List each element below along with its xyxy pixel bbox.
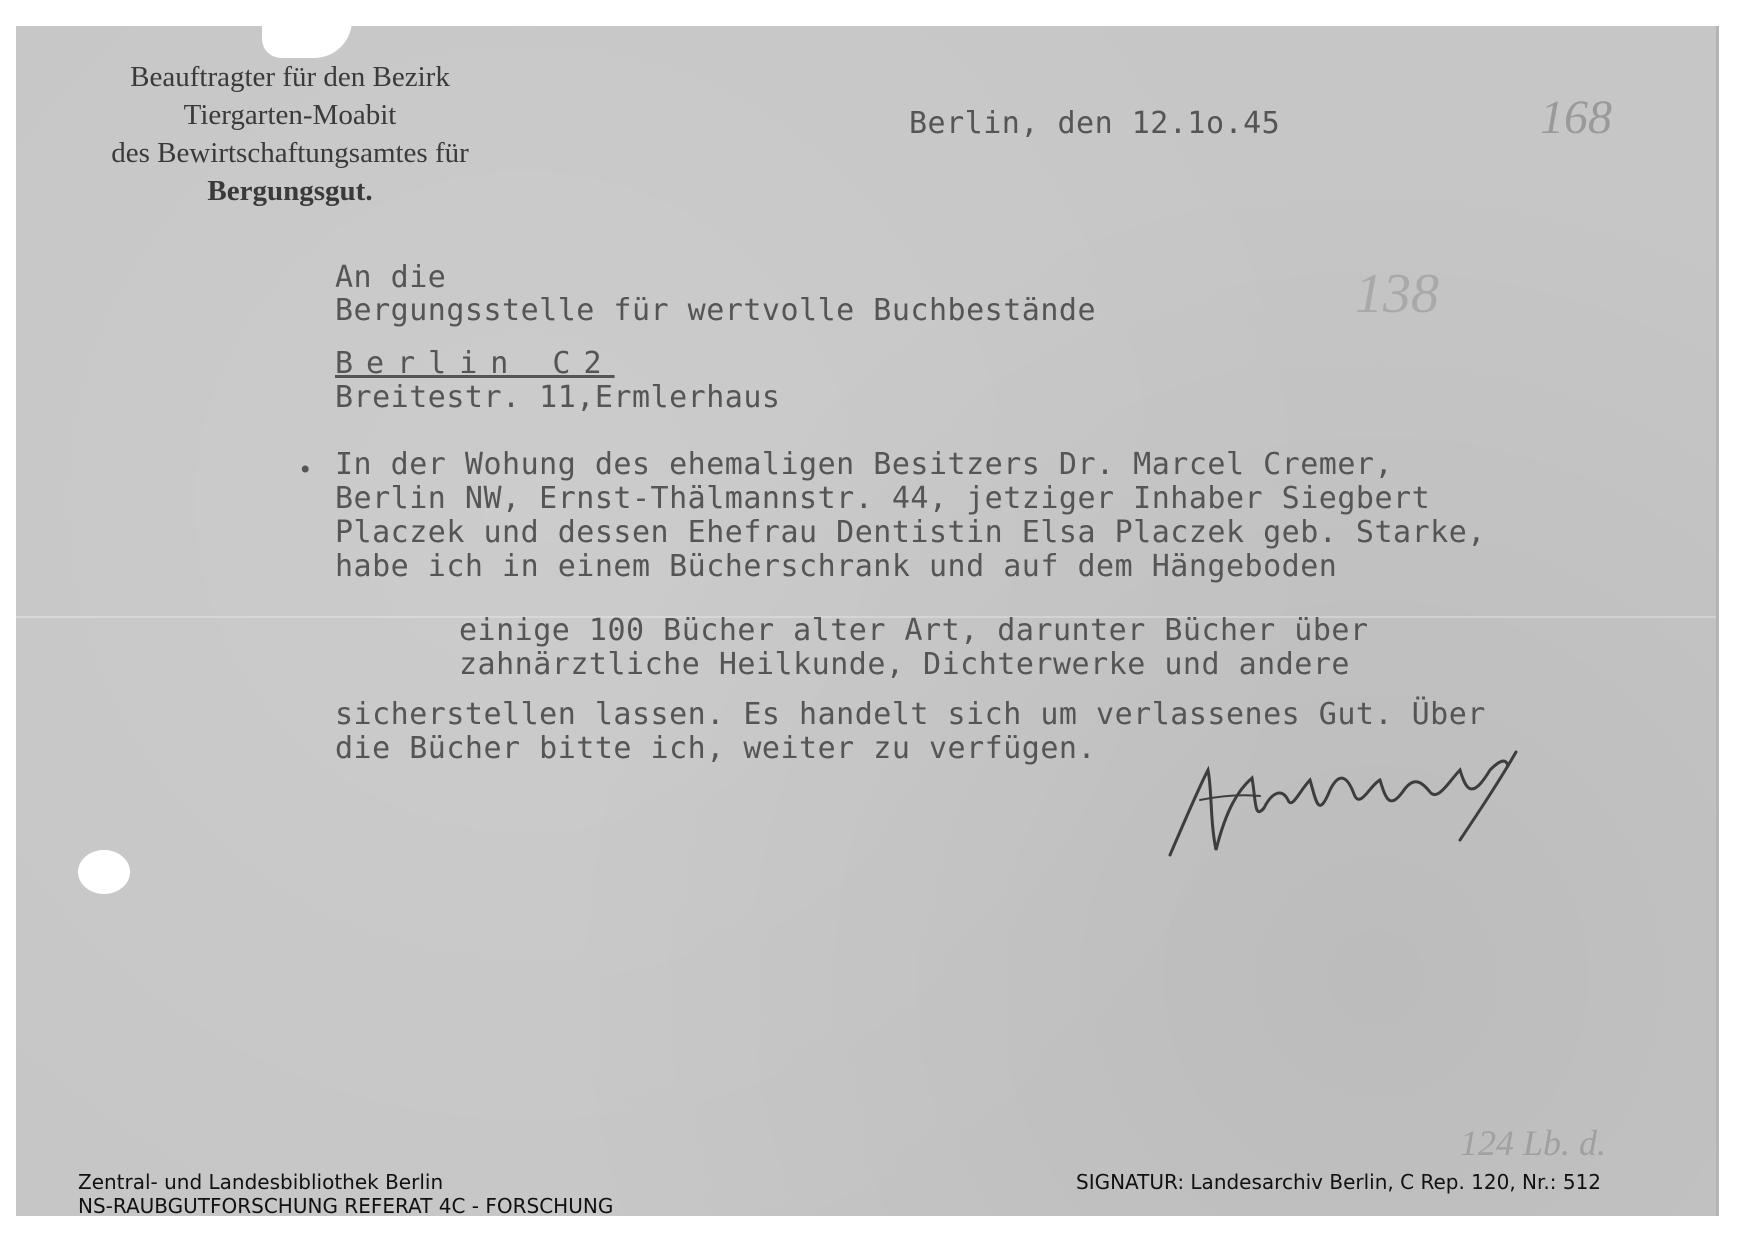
address-street: Breitestr. 11,Ermlerhaus [335,380,781,415]
stamp-line-4: Bergungsgut. [207,175,373,207]
body-line: sicherstellen lassen. Es handelt sich um verlassenes Gut. Über [335,697,1486,732]
pencil-mark-middle: 138 [1355,263,1439,325]
body-line: Berlin NW, Ernst-Thälmannstr. 44, jetziger Inhaber Siegbert [335,481,1431,516]
body-line: zahnärztliche Heilkunde, Dichterwerke und andere [459,647,1350,682]
body-paragraph-1 [335,448,1486,584]
body-line: einige 100 Bücher alter Art, darunter Bücher über [459,613,1369,648]
body-line: habe ich in einem Bücherschrank und auf dem Hängeboden [335,549,1338,584]
stamp-line-2: Tiergarten-Moabit [183,99,397,131]
stamp-line-1: Beauftragter für den Bezirk [130,61,450,93]
margin-dot: • [298,456,313,484]
body-line: die Bücher bitte ich, weiter zu verfügen. [335,731,1097,766]
pencil-mark-bottom: 124 Lb. d. [1460,1123,1607,1163]
address-line-1: An die [335,260,447,295]
address-line-2: Bergungsstelle für wertvolle Buchbestände [335,293,1097,328]
address-city: Berlin C2 [335,346,615,381]
letter-date: Berlin, den 12.1o.45 [909,106,1281,141]
handwritten-signature [1160,730,1560,870]
footer-library: Zentral- und Landesbibliothek Berlin [78,1170,444,1194]
stamp-line-3: des Bewirtschaftungsamtes für [111,137,469,169]
body-line: In der Wohung des ehemaligen Besitzers Dr. Marcel Cremer, [335,447,1394,482]
pencil-folio-number: 168 [1540,91,1612,144]
body-line: Placzek und dessen Ehefrau Dentistin Elsa Placzek geb. Starke, [335,515,1486,550]
footer-left [78,1170,613,1218]
footer-signature-ref: SIGNATUR: Landesarchiv Berlin, C Rep. 120, Nr.: 512 [1076,1170,1602,1194]
letterhead-stamp [70,58,510,210]
punch-hole [78,850,130,894]
body-paragraph-2 [459,614,1369,682]
footer-department: NS-RAUBGUTFORSCHUNG REFERAT 4C - FORSCHUNG [78,1194,614,1218]
